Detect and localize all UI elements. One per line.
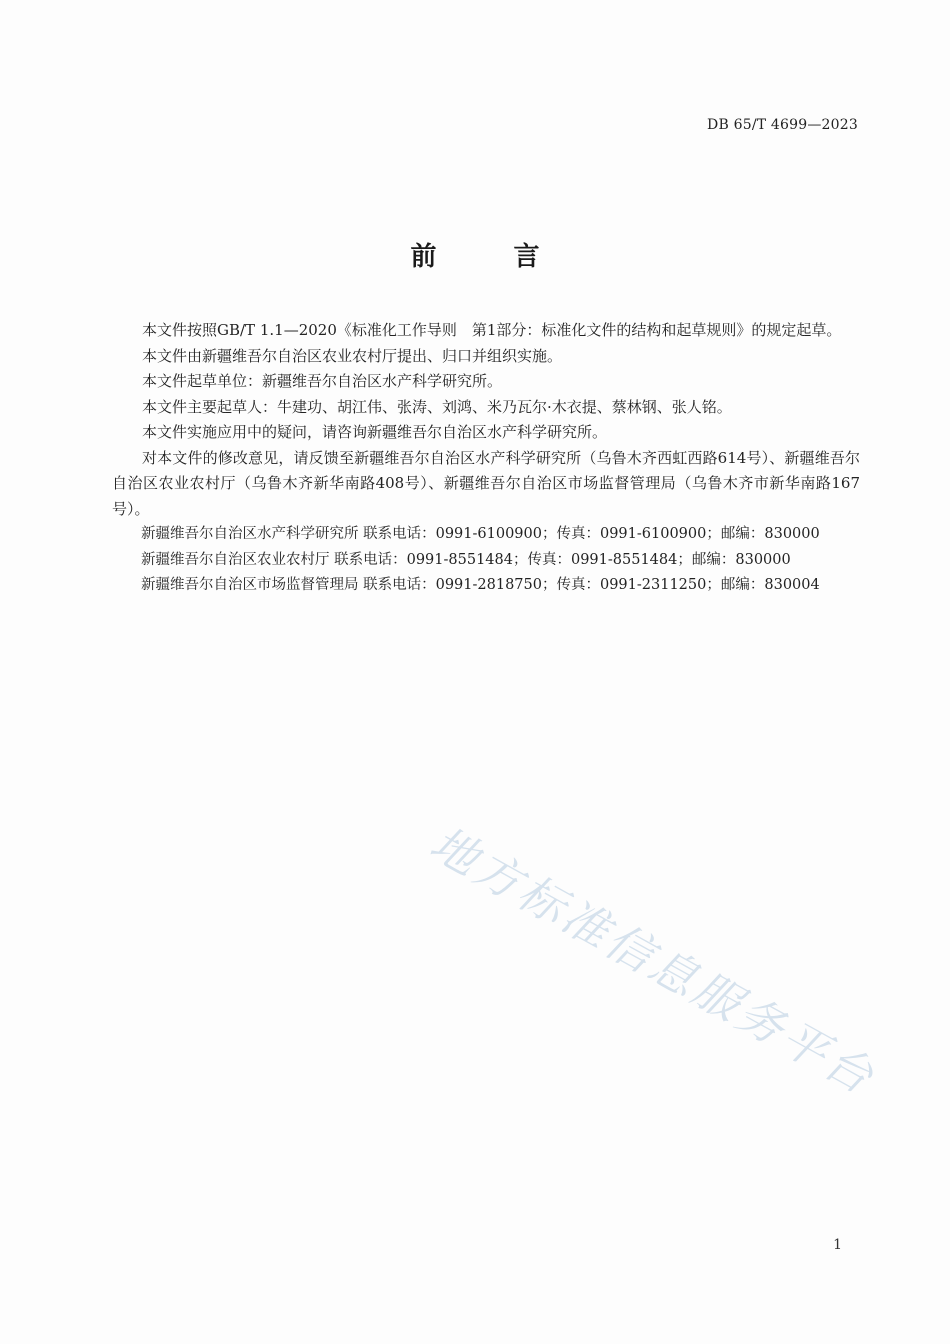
paragraph-feedback: 对本文件的修改意见，请反馈至新疆维吾尔自治区水产科学研究所（乌鲁木齐西虹西路614号）、新疆维吾尔自治区农业农村厅（乌鲁木齐新华南路408号）、新疆维吾尔自治区市场监督管理局（乌鲁木齐市新华南路167号）。 [112,448,860,518]
contact-line-market-regulation: 新疆维吾尔自治区市场监督管理局 联系电话：0991-2818750；传真：0991-2311250；邮编：830004 [141,577,820,593]
page-number: 1 [833,1237,842,1253]
document-code: DB 65/T 4699—2023 [707,117,858,133]
contact-line-agriculture-department: 新疆维吾尔自治区农业农村厅 联系电话：0991-8551484；传真：0991-8551484；邮编：830000 [141,551,791,568]
contact-line-fisheries-institute: 新疆维吾尔自治区水产科学研究所 联系电话：0991-6100900；传真：0991-6100900；邮编：830000 [141,526,820,542]
watermark-text: 地方标准信息服务平台 [421,815,885,1106]
page-title: 前 言 [410,242,574,272]
paragraph-inquiries: 本文件实施应用中的疑问，请咨询新疆维吾尔自治区水产科学研究所。 [142,423,608,441]
foreword-body [112,318,860,599]
paragraph-drafting-rules: 本文件按照GB/T 1.1—2020《标准化工作导则 第1部分：标准化文件的结构和起草规则》的规定起草。 [142,321,842,339]
paragraph-drafting-unit: 本文件起草单位：新疆维吾尔自治区水产科学研究所。 [142,372,503,390]
paragraph-main-drafters: 本文件主要起草人：牛建功、胡江伟、张涛、刘鸿、米乃瓦尔·木衣提、蔡林钢、张人铭。 [142,397,732,416]
paragraph-proposer: 本文件由新疆维吾尔自治区农业农村厅提出、归口并组织实施。 [142,346,563,365]
